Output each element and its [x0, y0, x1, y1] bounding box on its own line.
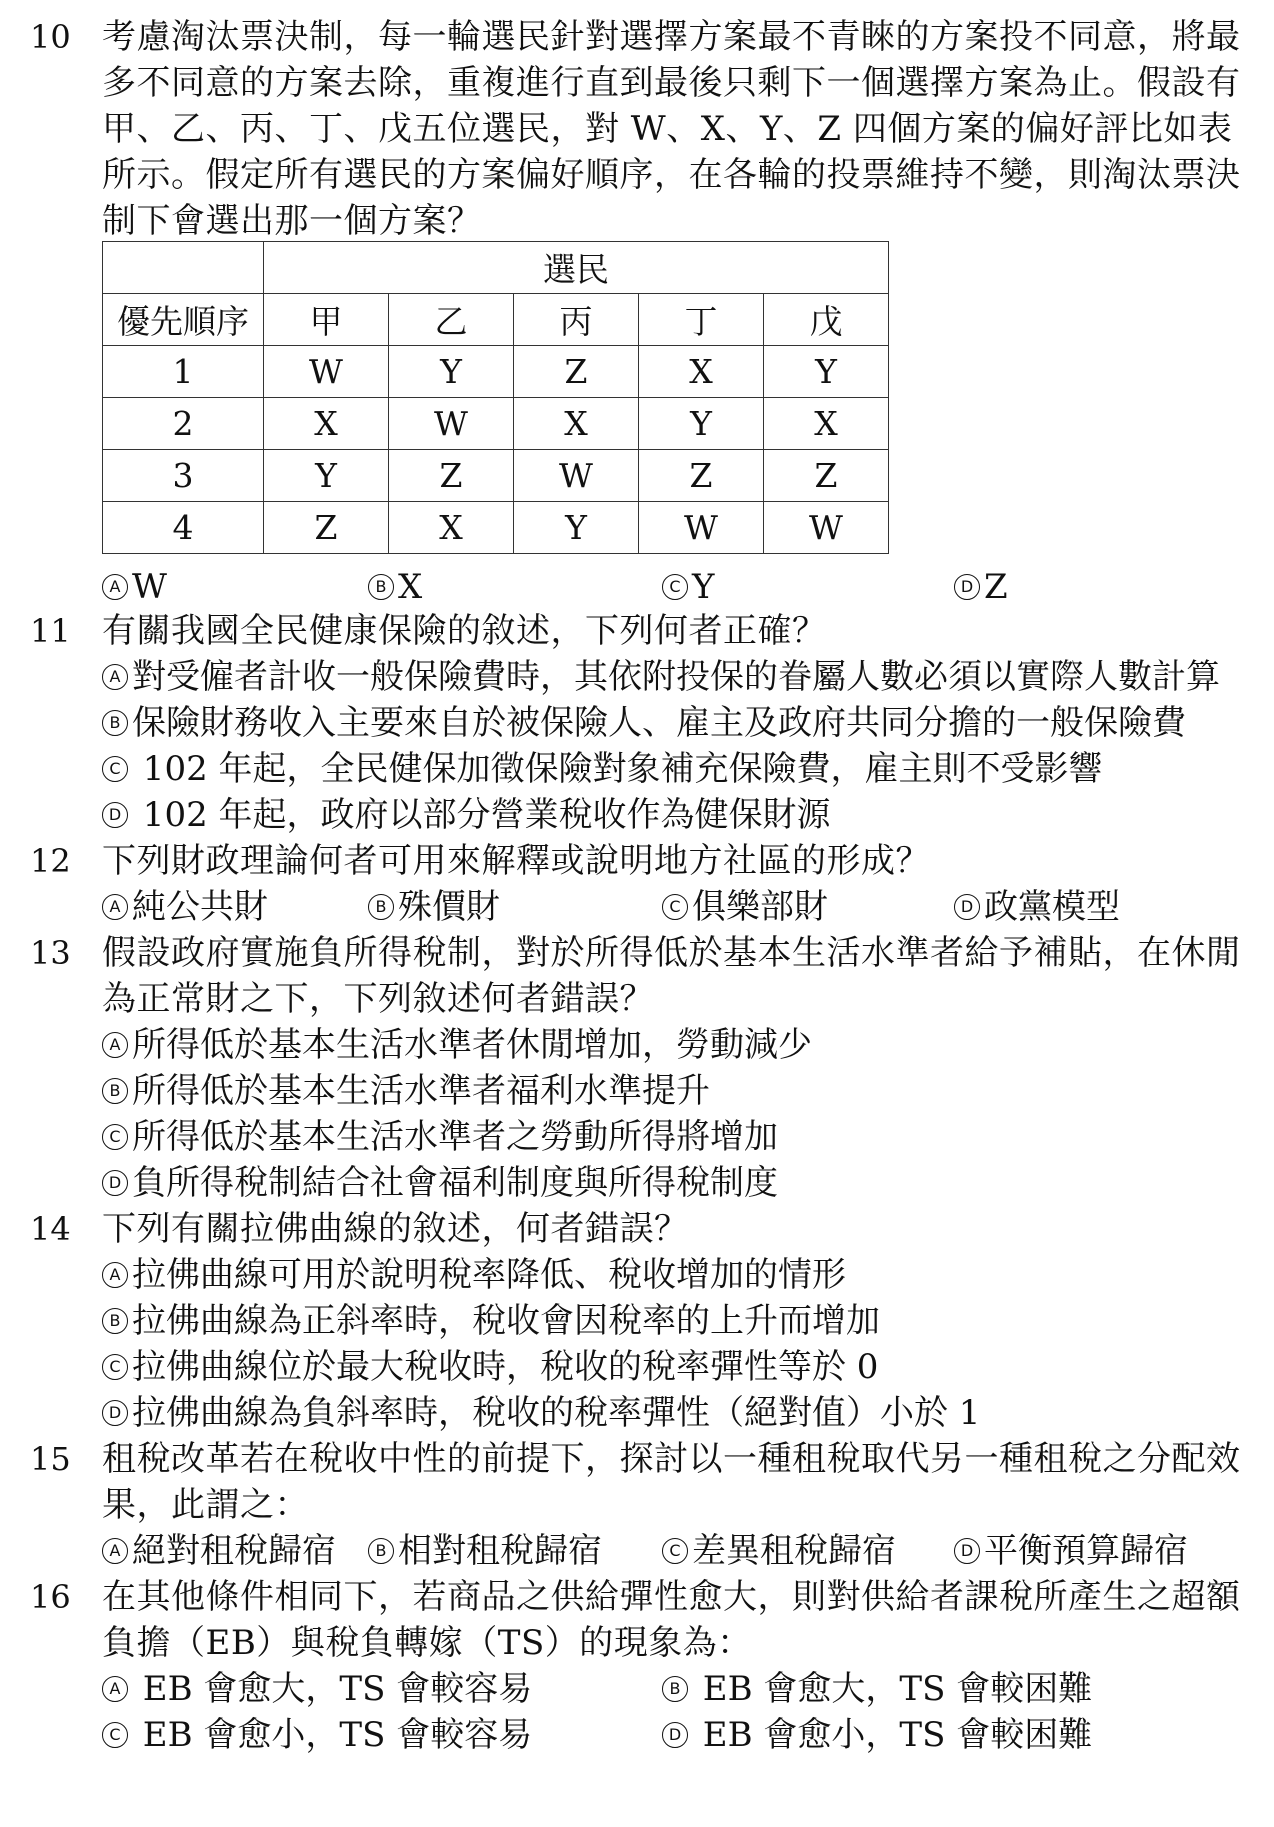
voter-header: 戊 [764, 294, 889, 346]
stem-line: 多不同意的方案去除，重複進行直到最後只剩下一個選擇方案為止。假設有 [102, 63, 1241, 103]
options-row [102, 884, 1252, 930]
option-text: 拉佛曲線為正斜率時，稅收會因稅率的上升而增加 [132, 1301, 880, 1341]
option-text: 相對租稅歸宿 [398, 1531, 602, 1571]
question-stem [102, 14, 1252, 244]
option-text: EB 會愈大，TS 會較容易 [132, 1669, 533, 1709]
option-c[interactable] [102, 1344, 1252, 1390]
option-text: Z [984, 567, 1008, 607]
stem-line: 有關我國全民健康保險的敘述，下列何者正確？ [102, 611, 827, 651]
option-text: 所得低於基本生活水準者之勞動所得將增加 [132, 1117, 778, 1157]
option-text: 102 年起，政府以部分營業稅收作為健保財源 [132, 795, 831, 835]
question-stem [102, 1206, 1252, 1252]
option-letter: B [102, 1078, 128, 1104]
option-letter: D [102, 802, 128, 828]
question-number: 11 [30, 612, 71, 650]
question-stem [102, 608, 1252, 654]
option-text: EB 會愈小，TS 會較容易 [132, 1715, 533, 1755]
option-letter: C [102, 1124, 128, 1150]
option-letter: B [368, 1538, 394, 1564]
option-letter: C [662, 894, 688, 920]
priority-header: 優先順序 [103, 294, 264, 346]
option-letter: C [102, 1354, 128, 1380]
table-row [103, 502, 889, 554]
option-letter: B [368, 894, 394, 920]
option-letter: A [102, 894, 128, 920]
option-text: 俱樂部財 [692, 887, 828, 927]
table-cell: X [764, 398, 889, 450]
option-letter: C [662, 1538, 688, 1564]
table-cell: W [764, 502, 889, 554]
options-row [102, 1666, 1252, 1712]
voters-group-header: 選民 [264, 242, 889, 294]
option-c[interactable] [102, 746, 1252, 792]
stem-line: 甲、乙、丙、丁、戊五位選民，對 W、X、Y、Z 四個方案的偏好評比如表 [102, 109, 1233, 149]
option-text: X [398, 567, 423, 607]
option-b[interactable] [662, 1666, 1092, 1712]
table-header-row [103, 294, 889, 346]
option-letter: A [102, 574, 128, 600]
stem-line: 制下會選出那一個方案？ [102, 201, 482, 241]
option-letter: A [102, 1538, 128, 1564]
table-cell: X [389, 502, 514, 554]
stem-line: 假設政府實施負所得稅制，對於所得低於基本生活水準者給予補貼，在休閒 [102, 933, 1241, 973]
option-letter: C [102, 756, 128, 782]
question-13 [30, 930, 1252, 1206]
question-16 [30, 1574, 1252, 1758]
option-d[interactable] [102, 792, 1252, 838]
option-letter: C [102, 1722, 128, 1748]
table-row [103, 346, 889, 398]
stem-line: 為正常財之下，下列敘述何者錯誤？ [102, 979, 654, 1019]
question-11 [30, 608, 1252, 838]
table-cell: Y [389, 346, 514, 398]
table-cell: Z [264, 502, 389, 554]
option-letter: B [368, 574, 394, 600]
option-a[interactable] [102, 654, 1252, 700]
option-letter: C [662, 574, 688, 600]
option-text: 政黨模型 [984, 887, 1120, 927]
option-c[interactable] [102, 1114, 1252, 1160]
option-text: 對受僱者計收一般保險費時，其依附投保的眷屬人數必須以實際人數計算 [132, 657, 1220, 697]
option-letter: D [954, 574, 980, 600]
option-c[interactable] [662, 1528, 896, 1574]
option-d[interactable] [954, 564, 1008, 610]
table-row [103, 450, 889, 502]
option-text: 拉佛曲線為負斜率時，稅收的稅率彈性（絕對值）小於 1 [132, 1393, 981, 1433]
question-15 [30, 1436, 1252, 1574]
table-row [103, 398, 889, 450]
option-text: 102 年起，全民健保加徵保險對象補充保險費，雇主則不受影響 [132, 749, 1103, 789]
option-b[interactable] [368, 564, 422, 610]
stem-line: 租稅改革若在稅收中性的前提下，探討以一種租稅取代另一種租稅之分配效 [102, 1439, 1241, 1479]
option-letter: D [954, 894, 980, 920]
option-letter: B [662, 1676, 688, 1702]
option-text: 所得低於基本生活水準者福利水準提升 [132, 1071, 710, 1111]
option-c[interactable] [662, 884, 828, 930]
table-corner-cell [103, 242, 264, 294]
stem-line: 下列財政理論何者可用來解釋或說明地方社區的形成？ [102, 841, 930, 881]
option-a[interactable] [102, 1528, 336, 1574]
stem-line: 果，此謂之： [102, 1485, 309, 1525]
option-text: EB 會愈大，TS 會較困難 [692, 1669, 1093, 1709]
table-cell: X [514, 398, 639, 450]
option-b[interactable] [102, 700, 1252, 746]
stem-line: 所示。假定所有選民的方案偏好順序，在各輪的投票維持不變，則淘汰票決 [102, 155, 1241, 195]
voter-header: 丙 [514, 294, 639, 346]
options-row [102, 1528, 1252, 1574]
option-text: EB 會愈小，TS 會較困難 [692, 1715, 1093, 1755]
option-d[interactable] [954, 1528, 1188, 1574]
options-row [102, 1712, 1252, 1758]
option-d[interactable] [662, 1712, 1092, 1758]
question-number: 12 [30, 842, 71, 880]
option-b[interactable] [102, 1068, 1252, 1114]
rank-cell: 2 [103, 398, 264, 450]
table-cell: W [389, 398, 514, 450]
table-cell: W [514, 450, 639, 502]
question-12 [30, 838, 1252, 930]
table-cell: Y [514, 502, 639, 554]
table-cell: Y [764, 346, 889, 398]
question-number: 13 [30, 934, 71, 972]
option-a[interactable] [102, 1666, 532, 1712]
question-number: 15 [30, 1440, 71, 1478]
option-text: 拉佛曲線位於最大稅收時，稅收的稅率彈性等於 0 [132, 1347, 879, 1387]
stem-line: 考慮淘汰票決制，每一輪選民針對選擇方案最不青睞的方案投不同意，將最 [102, 17, 1241, 57]
rank-cell: 4 [103, 502, 264, 554]
option-text: 差異租稅歸宿 [692, 1531, 896, 1571]
option-text: 絕對租稅歸宿 [132, 1531, 336, 1571]
question-10-options [30, 564, 1252, 610]
stem-line: 在其他條件相同下，若商品之供給彈性愈大，則對供給者課稅所產生之超額 [102, 1577, 1241, 1617]
options-row [102, 564, 1252, 610]
table-cell: Z [514, 346, 639, 398]
option-letter: B [102, 710, 128, 736]
preference-table [102, 241, 889, 554]
option-b[interactable] [102, 1298, 1252, 1344]
option-text: 拉佛曲線可用於說明稅率降低、稅收增加的情形 [132, 1255, 846, 1295]
option-text: 所得低於基本生活水準者休閒增加，勞動減少 [132, 1025, 812, 1065]
table-cell: X [264, 398, 389, 450]
option-letter: D [102, 1400, 128, 1426]
option-text: 殊價財 [398, 887, 500, 927]
rank-cell: 3 [103, 450, 264, 502]
option-letter: B [102, 1308, 128, 1334]
option-text: 平衡預算歸宿 [984, 1531, 1188, 1571]
option-d[interactable] [102, 1390, 1252, 1436]
option-c[interactable] [662, 564, 714, 610]
question-number: 10 [30, 18, 71, 56]
option-b[interactable] [368, 1528, 602, 1574]
question-number: 16 [30, 1578, 71, 1616]
option-letter: A [102, 1032, 128, 1058]
stem-line: 負擔（EB）與稅負轉嫁（TS）的現象為： [102, 1623, 752, 1663]
question-stem [102, 838, 1252, 884]
option-a[interactable] [102, 1252, 1252, 1298]
option-a[interactable] [102, 1022, 1252, 1068]
option-letter: A [102, 1262, 128, 1288]
voter-header: 乙 [389, 294, 514, 346]
option-c[interactable] [102, 1712, 532, 1758]
option-d[interactable] [954, 884, 1120, 930]
table-cell: W [264, 346, 389, 398]
stem-line: 下列有關拉佛曲線的敘述，何者錯誤？ [102, 1209, 689, 1249]
table-cell: W [639, 502, 764, 554]
option-text: 保險財務收入主要來自於被保險人、雇主及政府共同分擔的一般保險費 [132, 703, 1186, 743]
option-letter: D [102, 1170, 128, 1196]
voter-header: 甲 [264, 294, 389, 346]
question-stem [102, 1436, 1252, 1528]
option-text: Y [692, 567, 715, 607]
voter-header: 丁 [639, 294, 764, 346]
option-a[interactable] [102, 884, 268, 930]
option-letter: D [662, 1722, 688, 1748]
rank-cell: 1 [103, 346, 264, 398]
question-14 [30, 1206, 1252, 1436]
table-cell: X [639, 346, 764, 398]
question-10 [30, 14, 1252, 244]
table-cell: Z [764, 450, 889, 502]
option-text: 負所得稅制結合社會福利制度與所得稅制度 [132, 1163, 778, 1203]
option-text: W [132, 567, 167, 607]
option-b[interactable] [368, 884, 500, 930]
question-stem [102, 930, 1252, 1022]
table-cell: Z [389, 450, 514, 502]
table-header-row [103, 242, 889, 294]
table-cell: Z [639, 450, 764, 502]
question-stem [102, 1574, 1252, 1666]
option-letter: A [102, 664, 128, 690]
option-d[interactable] [102, 1160, 1252, 1206]
option-letter: A [102, 1676, 128, 1702]
question-number: 14 [30, 1210, 71, 1248]
option-text: 純公共財 [132, 887, 268, 927]
table-cell: Y [264, 450, 389, 502]
option-a[interactable] [102, 564, 167, 610]
table-cell: Y [639, 398, 764, 450]
option-letter: D [954, 1538, 980, 1564]
